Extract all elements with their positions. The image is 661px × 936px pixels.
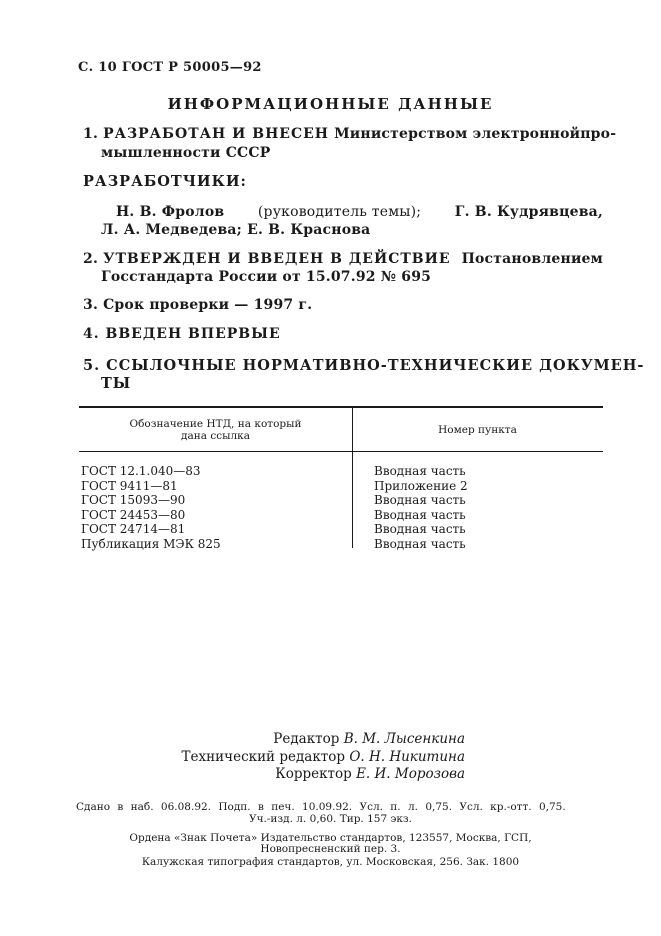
imprint-line-5: Калужская типография стандартов, ул. Московская, 256. Зак. 1800 (141, 856, 520, 868)
item-1-text: Министерством электронной (334, 126, 581, 142)
page-title: ИНФОРМАЦИОННЫЕ ДАННЫЕ (167, 95, 494, 113)
table-cell-doc: ГОСТ 15093—90 (81, 493, 186, 507)
table-cell-clause: Вводная часть (374, 536, 466, 551)
table-clause-column (374, 464, 468, 551)
proofreader-name: Е. И. Морозова (356, 766, 465, 782)
item-3: 3. Срок проверки — 1997 г. (83, 297, 313, 313)
table-header-document (79, 418, 352, 442)
table-top-rule (79, 406, 603, 408)
page-header: С. 10 ГОСТ Р 50005—92 (78, 60, 262, 75)
table-cell-doc: Публикация МЭК 825 (81, 536, 221, 551)
item-2-line-1 (83, 251, 603, 267)
table-header-clause: Номер пункта (438, 424, 517, 436)
item-1-heading: РАЗРАБОТАН И ВНЕСЕН (103, 126, 330, 142)
item-1-line-1 (83, 126, 617, 142)
table-cell-clause: Вводная часть (374, 522, 466, 536)
table-cell-doc: ГОСТ 12.1.040—83 (81, 464, 201, 478)
table-doc-column (81, 464, 221, 551)
item-2-line-2: Госстандарта России от 15.07.92 № 695 (101, 269, 432, 285)
proofreader-label: Корректор (275, 766, 352, 782)
item-1-line-2: мышленности СССР (101, 145, 271, 161)
item-2-number: 2. (83, 251, 99, 267)
imprint-line-4: Новопресненский пер. 3. (260, 843, 401, 855)
editor-label: Редактор (273, 731, 340, 747)
item-2-heading: УТВЕРЖДЕН И ВВЕДЕН В ДЕЙСТВИЕ (103, 251, 451, 267)
item-1-text-end: про- (580, 126, 617, 142)
table-header-rule (79, 451, 603, 452)
table-cell-doc: ГОСТ 24453—80 (81, 507, 186, 522)
developer-name-1: Н. В. Фролов (116, 204, 225, 220)
credit-tech-editor (182, 749, 465, 765)
developers-line-2: Л. А. Медведева; Е. В. Краснова (101, 222, 371, 238)
developers-heading: РАЗРАБОТЧИКИ: (83, 173, 247, 190)
table-cell-clause: Вводная часть (374, 464, 466, 478)
table-cell-doc: ГОСТ 9411—81 (81, 478, 178, 493)
tech-editor-label: Технический редактор (181, 749, 346, 765)
imprint-line-3: Ордена «Знак Почета» Издательство стандартов, 123557, Москва, ГСП, (129, 832, 532, 844)
table-cell-clause: Вводная часть (374, 493, 466, 507)
tech-editor-name: О. Н. Никитина (349, 749, 465, 765)
table-cell-clause: Вводная часть (374, 507, 466, 522)
editor-name: В. М. Лысенкина (343, 731, 465, 747)
table-header-document-line-2: дана ссылка (181, 430, 250, 442)
developer-name-2: Г. В. Кудрявцева, (454, 204, 603, 220)
item-2-text: Постановлением (461, 251, 603, 267)
imprint-line-1: Сдано в наб. 06.08.92. Подп. в печ. 10.09.92. Усл. п. л. 0,75. Усл. кр.-отт. 0,75. (76, 801, 566, 813)
developer-role-1: (руководитель темы); (257, 204, 422, 220)
table-cell-doc: ГОСТ 24714—81 (81, 522, 186, 536)
imprint-line-2: Уч.-изд. л. 0,60. Тир. 157 экз. (249, 813, 412, 825)
developers-line-1 (116, 204, 603, 220)
credit-proofreader (275, 766, 465, 782)
table-header-document-line-1: Обозначение НТД, на который (129, 418, 302, 430)
item-5-line-1: 5. ССЫЛОЧНЫЕ НОРМАТИВНО-ТЕХНИЧЕСКИЕ ДОКУМЕН- (83, 357, 645, 374)
item-5-line-2: ТЫ (101, 375, 132, 392)
credit-editor (273, 731, 465, 747)
item-4: 4. ВВЕДЕН ВПЕРВЫЕ (83, 326, 281, 342)
table-cell-clause: Приложение 2 (374, 478, 468, 493)
item-1-number: 1. (83, 126, 99, 142)
